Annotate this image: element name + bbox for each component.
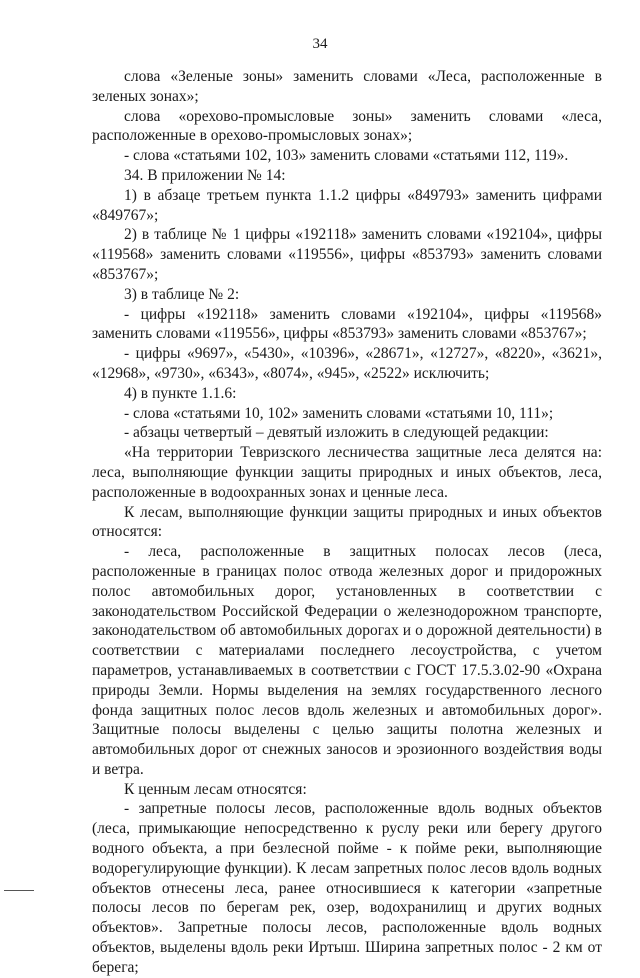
paragraph: - леса, расположенные в защитных полосах лесов (леса, расположенные в границах полос отвода железных дорог и придорожных полос автомобильных дорог, установленных в соответствии с законодательством Российской Федерации о железнодорожном транспорте, законодательством об автомобильных дорогах и о дорожной деятельности) в соответствии с материалами последнего лесоустройства, с учетом параметров, устанавливаемых в соответствии с ГОСТ 17.5.3.02-90 «Охрана природы Земли. Нормы выделения на землях государственного лесного фонда защитных полос лесов вдоль железных и автомобильных дорог». Защитные полосы выделены с целью защиты полотна железных и автомобильных дорог от снежных заносов и эрозионного воздействия воды и ветра. bbox=[92, 543, 602, 778]
paragraph: - абзацы четвертый – девятый изложить в следующей редакции: bbox=[124, 424, 549, 442]
paragraph: - слова «статьями 102, 103» заменить словами «статьями 112, 119». bbox=[124, 147, 569, 165]
page-number: 34 bbox=[312, 36, 328, 52]
paragraph: слова «орехово-промысловые зоны» заменить словами «леса, расположенные в орехово-промысловых зонах»; bbox=[92, 107, 602, 145]
paragraph: - цифры «9697», «5430», «10396», «28671», «12727», «8220», «3621», «12968», «9730», «6343», «8074», «945», «2522» исключить; bbox=[92, 345, 602, 382]
paragraph: - запретные полосы лесов, расположенные вдоль водных объектов (леса, примыкающие непосредственно к руслу реки или берегу другого водного объекта, а при безлесной пойме - к пойме реки, выполняющие водорегулирующие функции). К лесам запретных полос лесов вдоль водных объектов отнесены леса, ранее относившиеся к категории «запретные полосы лесов по берегам рек, озер, водохранилищ и других водных объектов». Запретные полосы лесов, расположенные вдоль водных объектов, выделены вдоль реки Иртыш. Ширина запретных полос - 2 км от берега; bbox=[92, 800, 602, 976]
paragraph: - слова «статьями 10, 102» заменить словами «статьями 10, 111»; bbox=[124, 404, 554, 422]
paragraph: 4) в пункте 1.1.6: bbox=[124, 384, 237, 402]
paragraph: 3) в таблице № 2: bbox=[124, 285, 240, 303]
paragraph: 2) в таблице № 1 цифры «192118» заменить словами «192104», цифры «119568» заменить словами «119556», цифры «853793» заменить словами «853767»; bbox=[92, 226, 602, 283]
scan-mark bbox=[4, 890, 34, 891]
paragraph: «На территории Тевризского лесничества защитные леса делятся на: леса, выполняющие функции защиты природных и иных объектов, леса, расположенные в водоохранных зонах и ценные леса. bbox=[92, 444, 602, 501]
paragraph: слова «Зеленые зоны» заменить словами «Леса, расположенные в зеленых зонах»; bbox=[92, 68, 602, 105]
paragraph: - цифры «192118» заменить словами «192104», цифры «119568» заменить словами «119556», цифры «853793» заменить словами «853767»; bbox=[92, 305, 602, 343]
paragraph: К ценным лесам относятся: bbox=[124, 780, 307, 798]
paragraph: 1) в абзаце третьем пункта 1.1.2 цифры «849793» заменить цифрами «849767»; bbox=[92, 186, 602, 224]
paragraph: 34. В приложении № 14: bbox=[124, 166, 286, 184]
paragraph: К лесам, выполняющие функции защиты природных и иных объектов относятся: bbox=[92, 503, 602, 541]
document-body bbox=[92, 67, 602, 978]
